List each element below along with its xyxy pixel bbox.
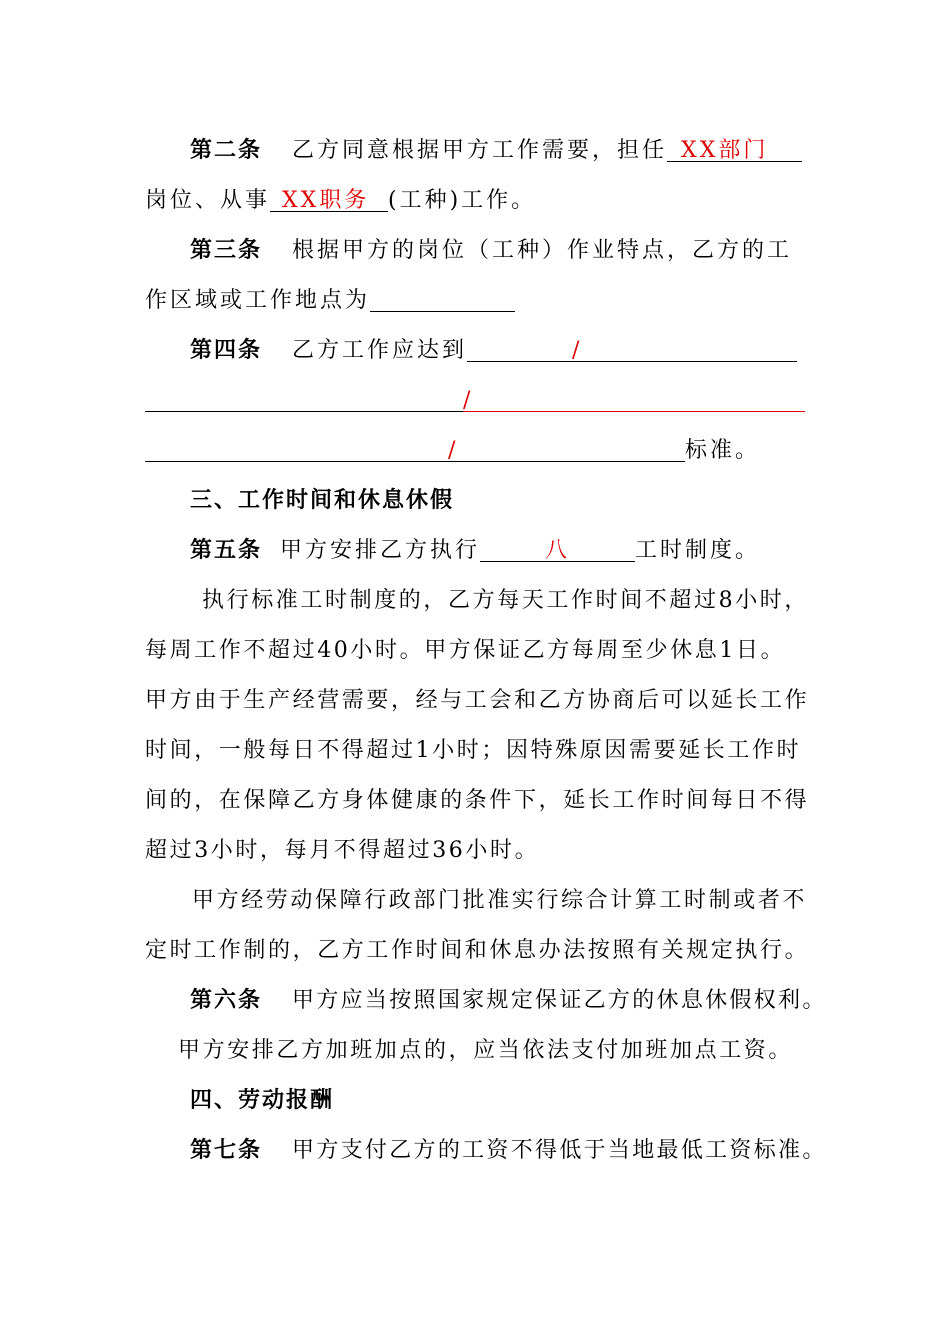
section-3-title: 三、工作时间和休息休假 bbox=[190, 488, 455, 513]
position-value: XX职务 bbox=[282, 188, 370, 213]
standard-slash-3: / bbox=[448, 438, 459, 463]
article-2-line-1 bbox=[190, 131, 802, 171]
article-2-text-2: 岗位、从事 bbox=[145, 188, 271, 213]
article-5-para-1-line-6: 超过3小时，每月不得超过36小时。 bbox=[145, 838, 540, 863]
article-5-text-2: 工时制度。 bbox=[635, 538, 761, 563]
article-4-text-2: 标准。 bbox=[685, 438, 761, 463]
work-hours-blank bbox=[480, 531, 635, 562]
article-5-para-2-line-2: 定时工作制的，乙方工作时间和休息办法按照有关规定执行。 bbox=[145, 938, 810, 963]
article-2-line-2 bbox=[145, 181, 536, 221]
article-3-line-1 bbox=[190, 231, 792, 271]
article-6-label: 第六条 bbox=[190, 988, 263, 1013]
article-2-label: 第二条 bbox=[190, 138, 263, 163]
article-5-para-1-line-1: 执行标准工时制度的，乙方每天工作时间不超过8小时， bbox=[202, 588, 809, 613]
article-2-text-1: 乙方同意根据甲方工作需要，担任 bbox=[292, 138, 668, 163]
article-3-text-2: 作区域或工作地点为 bbox=[145, 288, 371, 313]
article-2-text-3: (工种)工作。 bbox=[388, 188, 537, 213]
article-3-line-2 bbox=[145, 281, 515, 321]
article-7-text-1: 甲方支付乙方的工资不得低于当地最低工资标准。 bbox=[292, 1138, 827, 1163]
article-4-line-3 bbox=[145, 431, 760, 471]
article-5-text-1: 甲方安排乙方执行 bbox=[280, 538, 481, 563]
work-hours-value: 八 bbox=[545, 538, 571, 563]
article-7-line-1 bbox=[190, 1131, 827, 1171]
standard-slash-2: / bbox=[463, 388, 474, 413]
standard-blank-1 bbox=[467, 331, 797, 362]
article-6-line-1 bbox=[190, 981, 827, 1021]
standard-blank-3 bbox=[145, 431, 685, 462]
article-5-para-1-line-5: 间的，在保障乙方身体健康的条件下，延长工作时间每日不得 bbox=[145, 788, 810, 813]
article-4-line-2 bbox=[145, 381, 805, 421]
article-4-label: 第四条 bbox=[190, 338, 263, 363]
article-5-para-2-line-1: 甲方经劳动保障行政部门批准实行综合计算工时制或者不 bbox=[192, 888, 808, 913]
standard-blank-2b bbox=[463, 381, 805, 412]
article-5-para-1-line-4: 时间，一般每日不得超过1小时；因特殊原因需要延长工作时 bbox=[145, 738, 802, 763]
article-6-text-1: 甲方应当按照国家规定保证乙方的休息休假权利。 bbox=[292, 988, 827, 1013]
article-3-label: 第三条 bbox=[190, 238, 263, 263]
position-blank bbox=[270, 181, 388, 212]
article-4-line-1 bbox=[190, 331, 797, 371]
article-5-para-1-line-2: 每周工作不超过40小时。甲方保证乙方每周至少休息1日。 bbox=[145, 638, 786, 663]
work-location-blank bbox=[370, 281, 515, 312]
article-3-text-1: 根据甲方的岗位（工种）作业特点，乙方的工 bbox=[292, 238, 793, 263]
article-5-label: 第五条 bbox=[190, 538, 263, 563]
article-7-label: 第七条 bbox=[190, 1138, 263, 1163]
article-5-para-1-line-3: 甲方由于生产经营需要，经与工会和乙方协商后可以延长工作 bbox=[145, 688, 810, 713]
department-blank bbox=[667, 131, 802, 162]
standard-slash-1: / bbox=[572, 338, 583, 363]
section-4-title: 四、劳动报酬 bbox=[190, 1088, 335, 1113]
article-5-line-1 bbox=[190, 531, 760, 571]
standard-blank-2a bbox=[145, 381, 463, 412]
department-value: XX部门 bbox=[681, 138, 769, 163]
article-6-line-2: 甲方安排乙方加班加点的，应当依法支付加班加点工资。 bbox=[178, 1038, 794, 1063]
article-4-text-1: 乙方工作应达到 bbox=[292, 338, 468, 363]
